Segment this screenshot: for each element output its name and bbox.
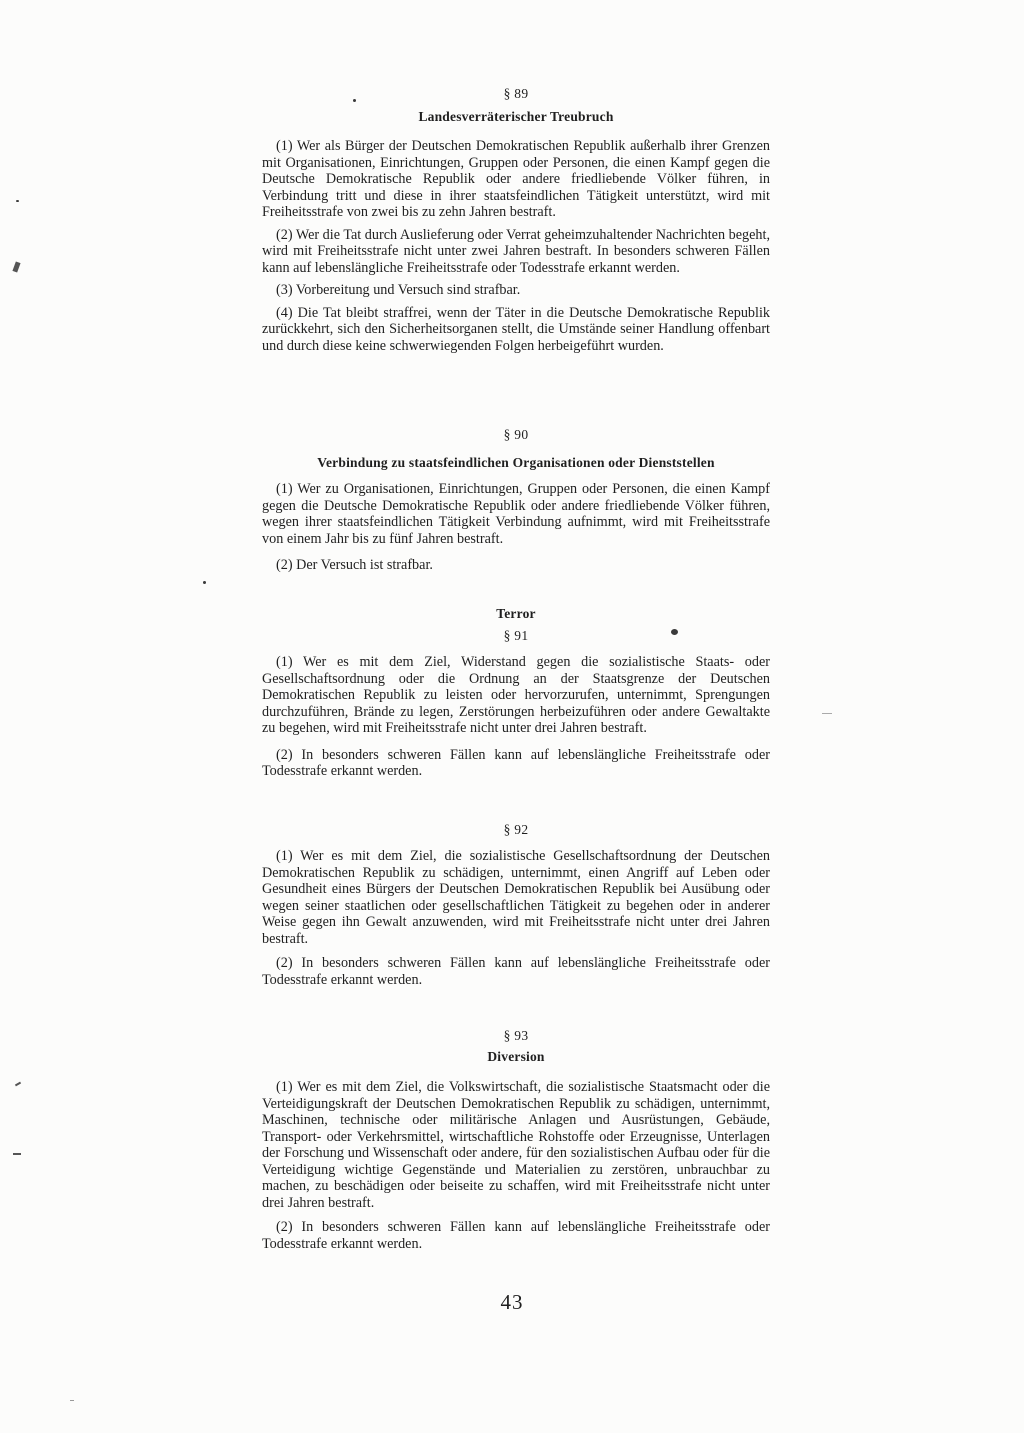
scan-mark — [12, 261, 20, 272]
scan-mark — [15, 1082, 21, 1087]
section-paragraph: (2) Der Versuch ist strafbar. — [276, 557, 433, 573]
section-paragraph: (1) Wer zu Organisationen, Einrichtungen, Gruppen oder Personen, die einen Kampf gegen die Deutsche Demokratische Republik oder andere friedliebende Völker führen, wegen ihrer staatsfeindlichen Tätigkeit Verbindung aufnimmt, wird mit Freiheitsstrafe von einem Jahr bis zu fünf Jahren bestraft. — [262, 481, 770, 547]
section-title: Verbindung zu staatsfeindlichen Organisationen oder Dienststellen — [317, 455, 715, 470]
section-paragraph: (3) Vorbereitung und Versuch sind strafbar. — [276, 282, 521, 298]
section-paragraph: (2) In besonders schweren Fällen kann auf lebenslängliche Freiheitsstrafe oder Todesstrafe erkannt werden. — [262, 746, 770, 779]
section-paragraph: (2) In besonders schweren Fällen kann auf lebenslängliche Freiheitsstrafe oder Todesstrafe erkannt werden. — [262, 1219, 770, 1252]
section-title: Diversion — [487, 1049, 545, 1064]
section-92 — [262, 822, 770, 988]
scan-speck — [16, 200, 19, 202]
section-number: § 92 — [503, 822, 529, 837]
section-number: § 90 — [503, 427, 529, 442]
section-paragraph: (4) Die Tat bleibt straffrei, wenn der Täter in die Deutsche Demokratische Republik zurückkehrt, sich den Sicherheitsorganen stellt, die Umstände seiner Handlung offenbart und durch diese keine schwerwiegenden Folgen herbeigeführt wurden. — [262, 304, 770, 354]
section-93 — [262, 1028, 770, 1252]
section-paragraph: (1) Wer es mit dem Ziel, Widerstand gegen die sozialistische Staats- oder Gesellschaftsordnung oder die Ordnung an der Staatsgrenze der Deutschen Demokratischen Republik zu leisten oder hervorzurufen, unternimmt, Sprengungen durchzuführen, Brände zu legen, Zerstörungen herbeizuführen oder andere Gewaltakte zu begehen, wird mit Freiheitsstrafe nicht unter drei Jahren bestraft. — [262, 654, 770, 736]
section-number: § 89 — [503, 86, 529, 101]
page-number: 43 — [500, 1290, 524, 1314]
section-paragraph: (1) Wer als Bürger der Deutschen Demokratischen Republik außerhalb ihrer Grenzen mit Organisationen, Einrichtungen, Gruppen oder Personen, die einen Kampf gegen die Deutsche Demokratische Republik oder andere friedliebende Völker führen, in Verbindung tritt und diese in ihrer staatsfeindlichen Tätigkeit unterstützt, wird mit Freiheitsstrafe von zwei bis zu zehn Jahren bestraft. — [262, 138, 770, 220]
section-paragraph: (2) Wer die Tat durch Auslieferung oder Verrat geheimzuhaltender Nachrichten begeht, wird mit Freiheitsstrafe nicht unter zwei Jahren bestraft. In besonders schweren Fällen kann auf lebenslängliche Freiheitsstrafe oder Todesstrafe erkannt werden. — [262, 226, 770, 276]
section-90 — [262, 427, 770, 574]
scan-mark — [13, 1153, 21, 1155]
scan-mark — [70, 1400, 74, 1401]
section-89 — [262, 86, 770, 354]
section-paragraph: (1) Wer es mit dem Ziel, die Volkswirtschaft, die sozialistische Staatsmacht oder die Verteidigungskraft der Deutschen Demokratischen Republik zu schädigen, unternimmt, Maschinen, technische oder militärische Anlagen und Ausrüstungen, Gebäude, Transport- oder Verkehrsmittel, wirtschaftliche Rohstoffe oder Erzeugnisse, Unterlagen der Forschung und Wissenschaft oder andere, für den sozialistischen Aufbau oder für die Verteidigung wichtige Gegenstände und Materialien zu zerstören, unbrauchbar zu machen, zu beschädigen oder beiseite zu schaffen, wird mit Freiheitsstrafe nicht unter drei Jahren bestraft. — [262, 1079, 770, 1211]
scan-mark — [822, 713, 832, 714]
section-paragraph: (2) In besonders schweren Fällen kann auf lebenslängliche Freiheitsstrafe oder Todesstrafe erkannt werden. — [262, 955, 770, 988]
section-91 — [262, 606, 770, 780]
section-title: Landesverräterischer Treubruch — [418, 109, 614, 124]
section-number: § 93 — [503, 1028, 529, 1043]
section-number: § 91 — [503, 628, 529, 643]
section-heading: Terror — [496, 606, 536, 621]
scan-speck — [203, 581, 206, 584]
section-paragraph: (1) Wer es mit dem Ziel, die sozialistische Gesellschaftsordnung der Deutschen Demokratischen Republik zu schädigen, unternimmt, einen Angriff auf Leben oder Gesundheit eines Bürgers der Deutschen Demokratischen Republik bei Ausübung oder wegen seiner staatlichen oder gesellschaftlichen Tätigkeit zu begehen oder in anderer Weise gegen ihn Gewalt anzuwenden, wird mit Freiheitsstrafe nicht unter drei Jahren bestraft. — [262, 848, 770, 947]
